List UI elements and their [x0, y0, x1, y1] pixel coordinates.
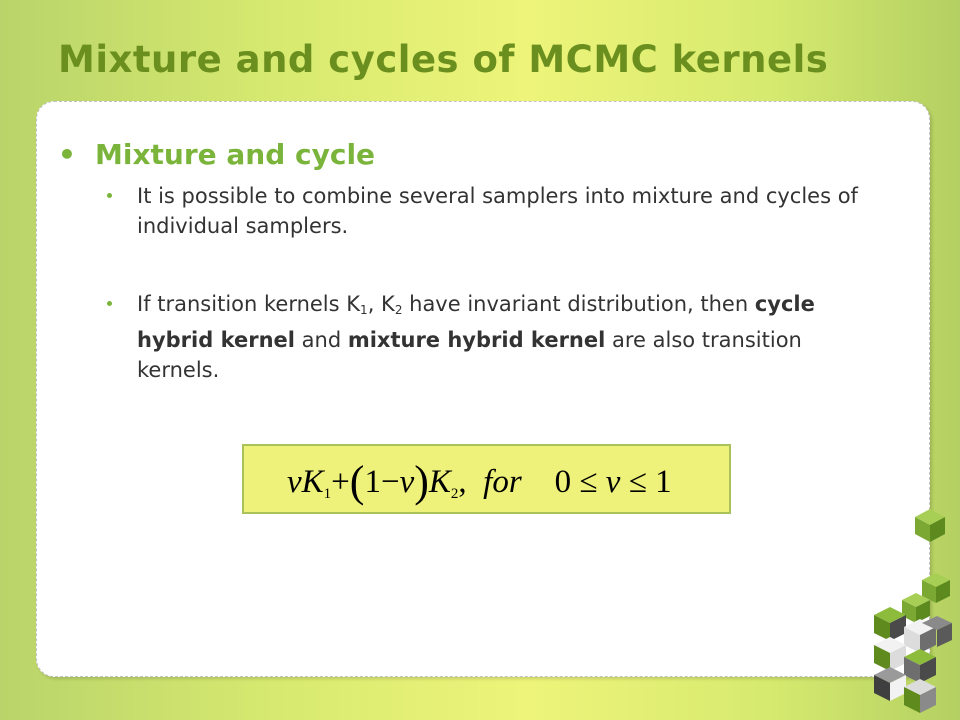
formula-box	[242, 444, 731, 514]
subscript: 1	[360, 303, 368, 317]
sub-bullet-combine	[107, 181, 887, 241]
formula-var: K	[428, 464, 451, 500]
formula-sub: 1	[323, 486, 332, 502]
slide-title: Mixture and cycles of MCMC kernels	[58, 38, 829, 81]
formula-var: v	[605, 464, 621, 500]
heading-text: Mixture and cycle	[95, 138, 376, 171]
formula-sub: 2	[450, 486, 459, 502]
sub-bullet-dot	[107, 193, 112, 198]
formula-var: v	[287, 464, 302, 500]
formula-paren: (	[349, 457, 365, 506]
text-run: and	[294, 328, 348, 352]
sub-bullet-text	[137, 289, 887, 385]
text-run: , K	[367, 292, 395, 316]
bullet-dot: •	[58, 138, 76, 171]
formula-var: v	[399, 464, 415, 500]
formula-paren: )	[414, 457, 429, 506]
text-run: are also transition kernels.	[137, 328, 802, 382]
formula-op: 1−	[364, 464, 400, 500]
formula-op: 0 ≤	[554, 464, 606, 500]
text-run: If transition kernels K	[137, 292, 361, 316]
subscript: 2	[394, 303, 403, 317]
bold-term: mixture hybrid kernel	[347, 328, 606, 352]
sub-bullet-kernels	[107, 289, 887, 385]
sub-bullet-text: It is possible to combine several samplers into mixture and cycles of individual samplers.	[137, 184, 858, 238]
formula-op: +	[331, 464, 350, 500]
mixture-formula	[287, 456, 672, 507]
text-run: have invariant distribution, then	[402, 292, 755, 316]
bold-term: cycle hybrid kernel	[137, 292, 815, 352]
formula-word: for	[483, 464, 522, 500]
stacked-cubes-icon	[860, 505, 960, 720]
formula-op: ,	[458, 464, 467, 500]
formula-op: ≤ 1	[620, 464, 672, 500]
formula-var: K	[301, 464, 324, 500]
sub-bullet-dot	[107, 301, 112, 306]
